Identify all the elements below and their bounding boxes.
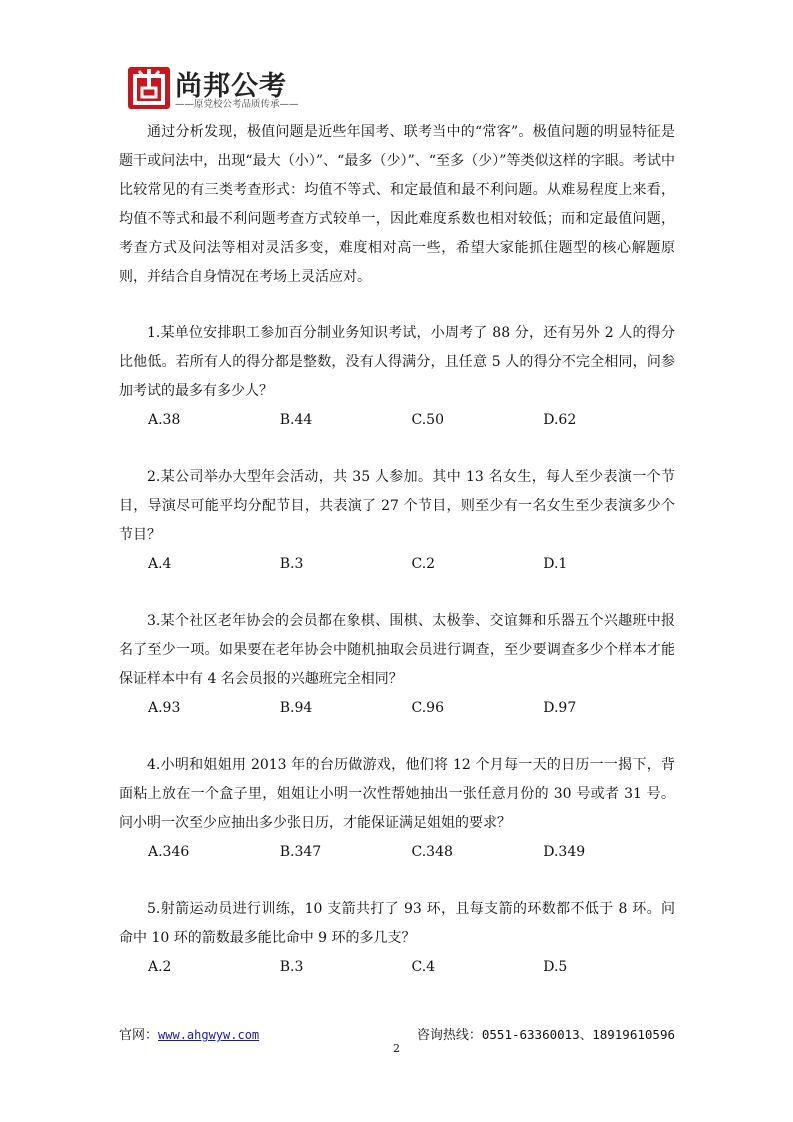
options-row: [119, 838, 675, 867]
document-body: [119, 118, 675, 1010]
hotline-info: [417, 1024, 675, 1043]
option-b: B.347: [279, 844, 322, 860]
question-stem: 4.小明和姐姐用 2013 年的台历做游戏，他们将 12 个月每一天的日历一一揭下，背面粘上放在一个盒子里，姐姐让小明一次性帮她抽出一张任意月份的 30 号或者 31 号。问小明一次至少应抽出多少张日历，才能保证满足姐姐的要求？: [119, 757, 675, 831]
brand-name: 尚邦公考: [175, 71, 287, 102]
option-c: C.348: [411, 844, 453, 860]
question-5: [119, 895, 675, 982]
question-stem: 5.射箭运动员进行训练，10 支箭共打了 93 环，且每支箭的环数都不低于 8 环。问命中 10 环的箭数最多能比命中 9 环的多几支？: [119, 901, 675, 946]
option-d: D.62: [543, 412, 577, 428]
website-info: [119, 1024, 259, 1043]
option-b: B.3: [279, 556, 304, 572]
option-b: B.44: [279, 412, 313, 428]
options-row: [119, 694, 675, 723]
option-c: C.50: [411, 412, 444, 428]
question-stem: 3.某个社区老年协会的会员都在象棋、围棋、太极拳、交谊舞和乐器五个兴趣班中报名了至少一项。如果要在老年协会中随机抽取会员进行调查，至少要调查多少个样本才能保证样本中有 4 名会员报的兴趣班完全相同？: [119, 613, 675, 687]
option-b: B.94: [279, 700, 313, 716]
website-link[interactable]: www.ahgwyw.com: [158, 1028, 260, 1042]
page-number: 2: [393, 1042, 400, 1055]
option-c: C.4: [411, 959, 436, 975]
option-c: C.2: [411, 556, 436, 572]
option-c: C.96: [411, 700, 444, 716]
options-row: [119, 406, 675, 435]
hotline-numbers: 0551-63360013、18919610596: [481, 1027, 675, 1042]
option-a: A.93: [148, 700, 181, 716]
question-stem: 1.某单位安排职工参加百分制业务知识考试，小周考了 88 分，还有另外 2 人的得分比他低。若所有人的得分都是整数，没有人得满分，且任意 5 人的得分不完全相同，问参加考试的最多有多少人？: [119, 325, 675, 399]
option-d: D.349: [543, 844, 586, 860]
option-a: A.2: [148, 959, 172, 975]
options-row: [119, 953, 675, 982]
option-a: A.38: [148, 412, 181, 428]
option-a: A.4: [148, 556, 172, 572]
question-1: [119, 319, 675, 435]
logo-mark-icon: [127, 66, 171, 110]
page-footer: [119, 1024, 675, 1043]
options-row: [119, 550, 675, 579]
question-stem: 2.某公司举办大型年会活动，共 35 人参加。其中 13 名女生，每人至少表演一个节目，导演尽可能平均分配节目，共表演了 27 个节目，则至少有一名女生至少表演多少个节目？: [119, 469, 675, 543]
option-d: D.1: [543, 556, 568, 572]
hotline-label: 咨询热线：: [416, 1028, 482, 1043]
intro-paragraph: 通过分析发现，极值问题是近些年国考、联考当中的“常客”。极值问题的明显特征是题干或问法中，出现“最大（小）”、“最多（少）”、“至多（少）”等类似这样的字眼。考试中比较常见的有三类考查形式：均值不等式、和定最值和最不利问题。从难易程度上来看，均值不等式和最不利问题考查方式较单一，因此难度系数也相对较低；而和定最值问题，考查方式及问法等相对灵活多变，难度相对高一些，希望大家能抓住题型的核心解题原则，并结合自身情况在考场上灵活应对。: [119, 124, 675, 285]
brand-logo: [127, 66, 327, 112]
option-b: B.3: [279, 959, 304, 975]
question-4: [119, 751, 675, 867]
website-label: 官网：: [119, 1028, 159, 1043]
option-d: D.97: [543, 700, 577, 716]
brand-tagline: ——原党校公考品质传承——: [175, 99, 299, 110]
question-2: [119, 463, 675, 579]
option-a: A.346: [148, 844, 190, 860]
question-3: [119, 607, 675, 723]
option-d: D.5: [543, 959, 568, 975]
